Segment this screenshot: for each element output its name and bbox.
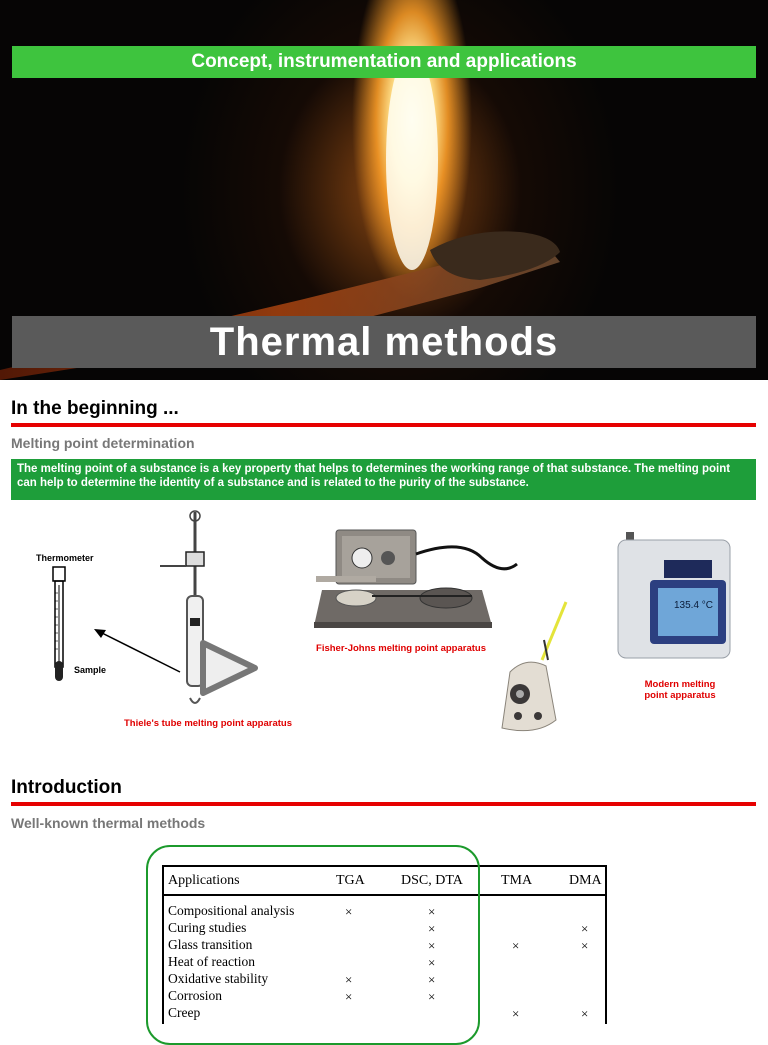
row-label: Glass transition: [168, 937, 253, 952]
row-label: Curing studies: [168, 920, 247, 935]
row-label: Corrosion: [168, 988, 222, 1003]
subtitle-text: Concept, instrumentation and applications: [191, 51, 577, 72]
mark-dma: ×: [581, 938, 589, 953]
page-title: Thermal methods: [209, 319, 559, 364]
sample-label: Sample: [74, 665, 107, 675]
display-reading: 135.4 °C: [674, 600, 714, 611]
mark-dsc: ×: [428, 989, 436, 1004]
header-applications: Applications: [168, 873, 240, 888]
mark-dma: ×: [581, 1006, 589, 1021]
mark-dma: ×: [581, 921, 589, 936]
section-divider: [11, 423, 756, 427]
header-tga: TGA: [336, 873, 365, 888]
small-melting-apparatus-image: [496, 600, 576, 738]
thiele-tube-diagram: [160, 508, 260, 708]
mark-dsc: ×: [428, 921, 436, 936]
section-subheading-methods: Well-known thermal methods: [11, 815, 206, 831]
fisher-johns-apparatus-image: [312, 528, 522, 630]
table-right-border: [605, 865, 607, 1024]
section-divider: [11, 802, 756, 806]
mark-dsc: ×: [428, 938, 436, 953]
thermometer-label: Thermometer: [36, 553, 94, 563]
mark-tma: ×: [512, 1006, 520, 1021]
header-dma: DMA: [569, 873, 602, 888]
melting-point-note: [11, 459, 756, 500]
row-label: Heat of reaction: [168, 954, 255, 969]
modern-melting-apparatus-image: [614, 528, 734, 662]
thiele-caption: Thiele's tube melting point apparatus: [124, 718, 292, 729]
section-heading-introduction: Introduction: [11, 777, 122, 798]
section-subheading-melting: Melting point determination: [11, 435, 195, 451]
fisher-johns-caption: Fisher-Johns melting point apparatus: [316, 643, 486, 654]
section-heading-beginning: In the beginning ...: [11, 398, 179, 419]
row-label: Creep: [168, 1005, 201, 1020]
mark-tma: ×: [512, 938, 520, 953]
mark-dsc: ×: [428, 904, 436, 919]
mark-dsc: ×: [428, 955, 436, 970]
subtitle-banner: [12, 46, 756, 78]
mark-tga: ×: [345, 989, 353, 1004]
mark-tga: ×: [345, 972, 353, 987]
header-dsc-dta: DSC, DTA: [401, 873, 463, 888]
row-label: Compositional analysis: [168, 903, 295, 918]
title-banner: [12, 316, 756, 368]
row-label: Oxidative stability: [168, 971, 269, 986]
mark-tga: ×: [345, 904, 353, 919]
header-tma: TMA: [501, 873, 533, 888]
modern-caption: Modern melting point apparatus: [644, 679, 716, 701]
mark-dsc: ×: [428, 972, 436, 987]
highlight-outline: [146, 845, 480, 1045]
hero-banner: [0, 0, 768, 380]
melting-point-note-text: The melting point of a substance is a key property that helps to determines the working range of that substance. The melting point can help to determine the identity of a substance and is related to the purity of the substance.: [17, 463, 731, 489]
